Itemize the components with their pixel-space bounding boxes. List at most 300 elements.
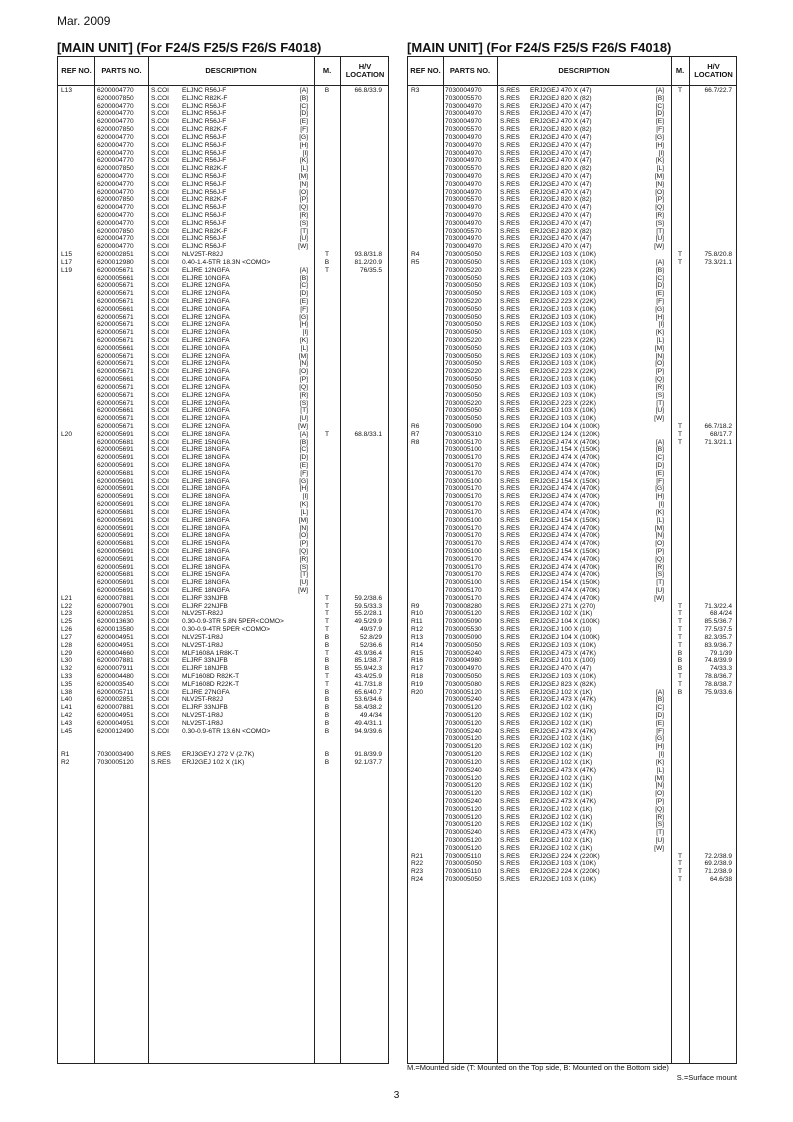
type-cell: S.COI — [151, 469, 169, 477]
parts-no-cell: 6200007881 — [97, 594, 134, 602]
part-name-cell: ERJ2GEJ 103 X (10K) — [530, 251, 596, 259]
type-cell: S.COI — [151, 493, 169, 501]
parts-no-cell: 7030004970 — [445, 102, 482, 110]
table-row — [408, 525, 736, 533]
part-name-cell: ELJNC R56J-F — [182, 118, 227, 126]
location-cell: 93.8/31.8 — [354, 251, 382, 259]
variant-cell: [K] — [299, 157, 308, 165]
parts-no-cell: 7030005240 — [445, 696, 482, 704]
type-cell: S.RES — [500, 751, 520, 759]
parts-no-cell: 7030005050 — [445, 251, 482, 259]
part-name-cell: ERJ2GEJ 102 X (1K) — [530, 712, 593, 719]
variant-cell: [W] — [654, 415, 664, 423]
parts-no-cell: 7030005100 — [445, 477, 482, 485]
table-row — [58, 134, 388, 142]
part-name-cell: ELJNC R56J-F — [182, 243, 227, 251]
part-name-cell: ELJRE 18NGFA — [182, 587, 230, 594]
type-cell: S.RES — [500, 626, 520, 634]
table-row — [408, 118, 736, 126]
mounted-side-cell: T — [677, 868, 683, 876]
location-cell: 41.7/31.8 — [354, 680, 382, 688]
type-cell: S.COI — [151, 524, 169, 532]
table-row — [408, 743, 736, 751]
ref-no-cell: R5 — [411, 258, 420, 266]
type-cell: S.RES — [500, 641, 520, 649]
mounted-side-cell: T — [324, 618, 330, 626]
variant-cell: [C] — [655, 274, 664, 282]
parts-no-cell: 7030004970 — [445, 118, 482, 126]
part-name-cell: ERJ2GEJ 103 X (10K) — [530, 344, 596, 352]
part-name-cell: ELJRE 12NGFA — [182, 415, 230, 423]
parts-no-cell: 7030005120 — [445, 821, 482, 829]
parts-no-cell: 7030005240 — [445, 797, 482, 805]
type-cell: S.COI — [151, 133, 169, 141]
type-cell: S.COI — [151, 391, 169, 399]
parts-no-cell: 6200004770 — [97, 149, 134, 157]
variant-cell: [K] — [299, 501, 308, 509]
part-name-cell: ERJ2GEJ 154 X (150K) — [530, 579, 600, 587]
part-name-cell: NLV25T-R82J — [182, 610, 223, 618]
part-name-cell: ELJRE 10NGFA — [182, 376, 230, 384]
mounted-side-cell: T — [677, 251, 683, 259]
variant-cell: [D] — [655, 110, 664, 118]
parts-no-cell: 7030005570 — [445, 165, 482, 173]
type-cell: S.RES — [500, 180, 520, 188]
type-cell: S.COI — [151, 477, 169, 485]
type-cell: S.COI — [151, 594, 169, 602]
part-name-cell: ERJ2GEJ 102 X (1K) — [530, 844, 593, 852]
type-cell: S.COI — [151, 618, 169, 626]
parts-no-cell: 6200004770 — [97, 212, 134, 219]
table-row — [58, 400, 388, 408]
variant-cell: [G] — [655, 133, 664, 141]
location-cell: 65.6/40.7 — [354, 688, 382, 696]
location-cell: 74/33.3 — [710, 665, 732, 673]
variant-cell: [A] — [299, 266, 308, 274]
variant-cell: [H] — [299, 485, 308, 493]
table-row — [408, 181, 736, 189]
type-cell: S.RES — [500, 790, 520, 798]
part-name-cell: ERJ2GEJ 154 X (150K) — [530, 446, 600, 454]
parts-no-cell: 6200005681 — [97, 571, 134, 579]
table-row — [58, 485, 388, 493]
parts-no-cell: 7030008280 — [445, 602, 482, 610]
part-name-cell: NLV25T-1R8J — [182, 712, 223, 719]
part-name-cell: ELJRE 18NGFA — [182, 579, 230, 587]
variant-cell: [C] — [299, 282, 308, 290]
type-cell: S.COI — [151, 360, 169, 368]
location-cell: 78.8/36.7 — [704, 672, 732, 680]
table-row — [408, 571, 736, 579]
part-name-cell: ERJ2GEJ 102 X (1K) — [530, 774, 593, 782]
table-row — [408, 845, 736, 853]
part-name-cell: ERJ2GEJ 223 X (22K) — [530, 368, 596, 376]
parts-no-cell: 7030004970 — [445, 180, 482, 188]
mounted-side-cell: B — [324, 758, 330, 766]
mounted-side-cell: T — [677, 87, 683, 94]
type-cell: S.COI — [151, 149, 169, 157]
table-row — [408, 837, 736, 845]
parts-no-cell: 7030005090 — [445, 618, 482, 626]
table-row — [408, 775, 736, 783]
table-row — [408, 173, 736, 181]
parts-no-cell: 7030005170 — [445, 485, 482, 493]
type-cell: S.RES — [500, 524, 520, 532]
ref-no-cell: R23 — [411, 868, 424, 876]
type-cell: S.COI — [151, 368, 169, 376]
ref-no-header: REF NO. — [410, 66, 441, 75]
part-name-cell: ELJNC R56J-F — [182, 188, 227, 196]
type-cell: S.COI — [151, 547, 169, 555]
parts-no-cell: 6200005691 — [97, 501, 134, 509]
type-cell: S.RES — [500, 282, 520, 290]
table-row — [408, 376, 736, 384]
parts-no-cell: 7030004970 — [445, 204, 482, 212]
variant-cell: [F] — [656, 126, 664, 134]
type-cell: S.RES — [500, 204, 520, 212]
part-name-cell: ERJ2GEJ 470 X (47) — [530, 180, 592, 188]
variant-cell: [M] — [298, 516, 308, 524]
table-row — [58, 446, 388, 454]
parts-no-cell: 7030005570 — [445, 227, 482, 235]
type-cell: S.RES — [500, 485, 520, 493]
variant-cell: [N] — [299, 180, 308, 188]
type-cell: S.COI — [151, 587, 169, 594]
type-cell: S.RES — [500, 774, 520, 782]
parts-no-cell: 6200012980 — [97, 258, 134, 266]
variant-cell: [I] — [658, 501, 664, 509]
type-cell: S.COI — [151, 430, 169, 438]
type-cell: S.COI — [151, 446, 169, 454]
variant-cell: [Q] — [299, 547, 308, 555]
mounted-side-cell: B — [324, 633, 330, 641]
table-row — [58, 720, 388, 728]
variant-cell: [F] — [656, 297, 664, 305]
type-cell: S.RES — [500, 868, 520, 876]
parts-no-cell: 6200005691 — [97, 532, 134, 540]
parts-no-cell: 7030005050 — [445, 282, 482, 290]
ref-no-cell: L17 — [61, 258, 73, 266]
table-row — [58, 626, 388, 634]
part-name-cell: ELJNC R82K-F — [182, 227, 228, 235]
part-name-cell: ELJRE 12NGFA — [182, 368, 230, 376]
table-row — [58, 462, 388, 470]
table-row — [408, 431, 736, 439]
type-cell: S.RES — [500, 297, 520, 305]
parts-no-cell: 6200007850 — [97, 227, 134, 235]
parts-no-cell: 6200005671 — [97, 415, 134, 423]
parts-no-cell: 6200004770 — [97, 157, 134, 165]
location-cell: 72.2/38.9 — [704, 852, 732, 860]
table-row — [408, 829, 736, 837]
type-cell: S.COI — [151, 555, 169, 563]
table-row — [58, 321, 388, 329]
table-header — [408, 57, 736, 86]
table-row — [58, 298, 388, 306]
table-row — [58, 493, 388, 501]
variant-cell: [A] — [655, 258, 664, 266]
parts-no-cell: 6200005681 — [97, 438, 134, 446]
variant-cell: [N] — [299, 524, 308, 532]
part-name-cell: ERJ2GEJ 223 X (22K) — [530, 399, 596, 407]
parts-no-cell: 7030005220 — [445, 399, 482, 407]
parts-no-cell: 7030005170 — [445, 571, 482, 579]
table-row — [58, 415, 388, 423]
parts-no-cell: 7030004970 — [445, 665, 482, 673]
table-row — [58, 431, 388, 439]
type-cell: S.RES — [151, 758, 171, 766]
table-row — [58, 712, 388, 720]
ref-no-cell: R12 — [411, 626, 424, 634]
table-row — [58, 657, 388, 665]
parts-no-cell: 6200005661 — [97, 305, 134, 313]
parts-no-cell: 7030005120 — [445, 837, 482, 844]
table-row — [408, 650, 736, 658]
table-row — [408, 853, 736, 861]
variant-cell: [S] — [655, 219, 664, 227]
parts-no-cell: 7030005100 — [445, 516, 482, 524]
type-cell: S.RES — [500, 446, 520, 454]
variant-cell: [B] — [655, 696, 664, 704]
variant-cell: [P] — [299, 376, 308, 384]
variant-cell: [D] — [655, 712, 664, 719]
type-cell: S.RES — [500, 415, 520, 423]
location-cell: 55.9/42.3 — [354, 665, 382, 673]
location-cell: 52.8/29 — [360, 633, 382, 641]
table-rows — [408, 87, 736, 884]
part-name-cell: ELJRE 15NGFA — [182, 469, 230, 477]
table-row — [58, 642, 388, 650]
table-row — [408, 735, 736, 743]
page-number: 3 — [393, 1090, 400, 1101]
table-row — [408, 368, 736, 376]
part-name-cell: ELJNC R56J-F — [182, 157, 227, 165]
ref-no-cell: L29 — [61, 649, 73, 657]
table-row — [408, 814, 736, 822]
location-cell: 92.1/37.7 — [354, 758, 382, 766]
type-cell: S.RES — [500, 649, 520, 657]
type-cell: S.COI — [151, 712, 169, 719]
ref-no-cell: R20 — [411, 688, 424, 696]
table-row — [58, 314, 388, 322]
parts-no-cell: 7030005050 — [445, 344, 482, 352]
parts-no-cell: 7030005050 — [445, 376, 482, 384]
type-cell: S.COI — [151, 563, 169, 571]
parts-no-cell: 6200004770 — [97, 243, 134, 251]
variant-cell: [B] — [655, 94, 664, 102]
type-cell: S.RES — [500, 149, 520, 157]
table-row — [408, 337, 736, 345]
parts-no-cell: 7030005570 — [445, 94, 482, 102]
type-cell: S.COI — [151, 118, 169, 126]
mounted-side-cell: T — [324, 430, 330, 438]
parts-no-cell: 7030005240 — [445, 766, 482, 774]
variant-cell: [I] — [658, 149, 664, 157]
part-name-cell: ERJ2GEJ 474 X (470K) — [530, 594, 600, 602]
variant-cell: [L] — [300, 165, 308, 173]
table-row — [58, 478, 388, 486]
part-name-cell: ERJ2GEJ 823 X (82K) — [530, 680, 596, 688]
parts-no-cell: 6200005661 — [97, 376, 134, 384]
part-name-cell: ERJ2GEJ 101 X (100) — [530, 657, 596, 665]
parts-no-cell: 6200005661 — [97, 344, 134, 352]
part-name-cell: ELJNC R56J-F — [182, 110, 227, 118]
ref-no-cell: R16 — [411, 657, 424, 665]
part-name-cell: ERJ2GEJ 470 X (47) — [530, 118, 592, 126]
ref-no-cell: R8 — [411, 438, 420, 446]
type-cell: S.RES — [500, 477, 520, 485]
part-name-cell: ELJNC R56J-F — [182, 235, 227, 243]
type-cell: S.RES — [500, 688, 520, 696]
variant-cell: [U] — [655, 407, 664, 415]
table-row — [408, 478, 736, 486]
variant-cell: [F] — [656, 727, 664, 735]
table-row — [408, 298, 736, 306]
part-name-cell: ERJ2GEJ 474 X (470K) — [530, 563, 600, 571]
type-cell: S.COI — [151, 438, 169, 446]
table-row — [408, 290, 736, 298]
parts-no-cell: 6200004951 — [97, 719, 134, 727]
mounted-side-cell: B — [324, 727, 330, 735]
table-row — [408, 759, 736, 767]
type-cell: S.COI — [151, 649, 169, 657]
type-cell: S.RES — [500, 376, 520, 384]
variant-cell: [F] — [300, 305, 308, 313]
type-cell: S.COI — [151, 696, 169, 704]
variant-cell: [S] — [655, 821, 664, 829]
part-name-cell: ERJ2GEJ 154 X (150K) — [530, 477, 600, 485]
part-name-cell: ERJ2GEJ 102 X (1K) — [530, 821, 593, 829]
type-cell: S.COI — [151, 641, 169, 649]
table-row — [58, 407, 388, 415]
type-cell: S.RES — [500, 469, 520, 477]
parts-no-cell: 7030005050 — [445, 415, 482, 423]
type-cell: S.COI — [151, 204, 169, 212]
part-name-cell: ELJRE 10NGFA — [182, 344, 230, 352]
type-cell: S.RES — [500, 172, 520, 180]
parts-no-header: PARTS NO. — [101, 66, 142, 75]
type-cell: S.COI — [151, 212, 169, 219]
location-cell: 43.4/25.9 — [354, 672, 382, 680]
variant-cell: [M] — [654, 524, 664, 532]
location-cell: 82.3/35.7 — [704, 633, 732, 641]
part-name-cell: ELJRE 12NGFA — [182, 422, 230, 430]
table-row — [408, 110, 736, 118]
table-row — [408, 720, 736, 728]
type-cell: S.RES — [500, 313, 520, 321]
part-name-cell: ERJ2GEJ 103 X (10K) — [530, 383, 596, 391]
variant-cell: [Q] — [655, 555, 664, 563]
part-name-cell: ELJNC R82K-F — [182, 126, 228, 134]
ref-no-cell: L15 — [61, 251, 73, 259]
type-cell: S.COI — [151, 126, 169, 134]
table-row — [58, 259, 388, 267]
parts-no-cell: 7030005170 — [445, 454, 482, 462]
part-name-cell: ELJRE 12NGFA — [182, 282, 230, 290]
parts-no-cell: 6200007881 — [97, 657, 134, 665]
type-cell: S.RES — [500, 266, 520, 274]
table-row — [58, 142, 388, 150]
part-name-cell: ELJNC R56J-F — [182, 141, 227, 149]
type-cell: S.COI — [151, 266, 169, 274]
type-cell: S.COI — [151, 516, 169, 524]
mounted-side-cell: T — [324, 649, 330, 657]
description-header: DESCRIPTION — [558, 66, 610, 75]
location-cell: 58.4/38.2 — [354, 704, 382, 712]
type-cell: S.RES — [500, 454, 520, 462]
mounted-side-cell: T — [677, 860, 683, 868]
variant-cell: [I] — [658, 751, 664, 759]
parts-no-cell: 6200005691 — [97, 462, 134, 469]
mounted-side-cell: T — [677, 618, 683, 626]
table-row — [408, 126, 736, 134]
part-name-cell: ERJ2GEJ 470 X (47) — [530, 188, 592, 196]
location-cell: 85.5/36.7 — [704, 618, 732, 626]
type-cell: S.RES — [500, 141, 520, 149]
part-name-cell: ELJRE 18NGFA — [182, 501, 230, 509]
part-name-cell: ELJRE 12NGFA — [182, 297, 230, 305]
mounted-side-cell: B — [677, 688, 683, 696]
type-cell: S.RES — [500, 758, 520, 766]
type-cell: S.RES — [500, 133, 520, 141]
table-row — [58, 376, 388, 384]
variant-cell: [P] — [655, 797, 664, 805]
variant-cell: [U] — [655, 587, 664, 594]
table-row — [58, 696, 388, 704]
table-row — [58, 243, 388, 251]
part-name-cell: MLF1608A 1R8K-T — [182, 649, 239, 657]
ref-no-cell: L33 — [61, 672, 73, 680]
type-cell: S.RES — [500, 657, 520, 665]
part-name-cell: ERJ2GEJ 820 X (82) — [530, 126, 592, 134]
type-cell: S.RES — [500, 743, 520, 751]
parts-no-cell: 7030005120 — [445, 774, 482, 782]
type-cell: S.RES — [500, 329, 520, 337]
variant-cell: [B] — [299, 94, 308, 102]
part-name-cell: ELJRE 12NGFA — [182, 290, 230, 298]
table-row — [408, 353, 736, 361]
type-cell: S.RES — [500, 258, 520, 266]
type-cell: S.RES — [500, 243, 520, 251]
type-cell: S.COI — [151, 87, 169, 94]
type-cell: S.COI — [151, 633, 169, 641]
table-row — [58, 579, 388, 587]
variant-cell: [A] — [655, 688, 664, 696]
part-name-cell: ERJ2GEJ 102 X (1K) — [530, 735, 593, 743]
type-cell: S.RES — [500, 305, 520, 313]
table-row — [58, 345, 388, 353]
variant-cell: [U] — [299, 415, 308, 423]
part-name-cell: ELJNC R56J-F — [182, 133, 227, 141]
table-row — [58, 540, 388, 548]
mounted-side-cell: T — [677, 602, 683, 610]
table-row — [408, 329, 736, 337]
part-name-cell: MLF1608D R22K-T — [182, 680, 240, 688]
type-cell: S.RES — [500, 704, 520, 712]
variant-cell: [M] — [298, 172, 308, 180]
type-cell: S.RES — [500, 876, 520, 884]
parts-no-cell: 6200005661 — [97, 274, 134, 282]
ref-no-cell: R3 — [411, 87, 420, 94]
parts-no-cell: 7030005170 — [445, 555, 482, 563]
part-name-cell: ERJ2GEJ 474 X (470K) — [530, 587, 600, 594]
variant-cell: [D] — [655, 282, 664, 290]
parts-no-cell: 7030004970 — [445, 87, 482, 94]
mounted-side-cell: B — [324, 719, 330, 727]
table-row — [58, 189, 388, 197]
type-cell: S.COI — [151, 251, 169, 259]
table-row — [408, 610, 736, 618]
